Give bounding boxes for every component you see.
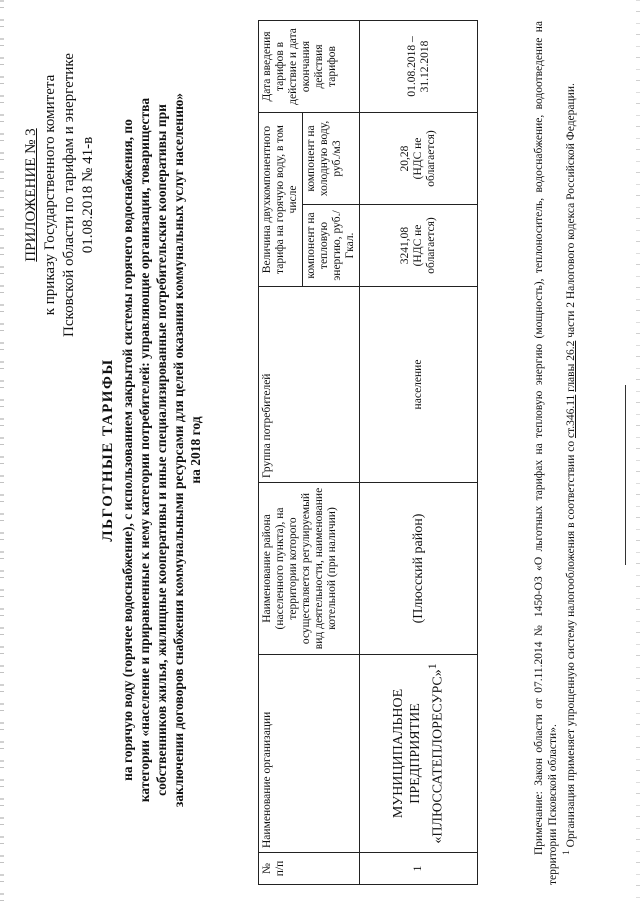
title-line-4: заключении договоров снабжения коммунальными ресурсами для целей оказания коммунальных услуг населению» bbox=[171, 92, 186, 808]
tariff-table bbox=[258, 20, 478, 885]
header-group: Группа потребителей bbox=[259, 287, 360, 483]
header-cold-component: компонент на холодную воду, руб./м3 bbox=[303, 112, 360, 204]
cold-vat-note: (НДС не облагается) bbox=[412, 130, 437, 187]
header-tariff-group: Величина двухкомпонентного тарифа на горячую воду, в том числе bbox=[259, 112, 303, 286]
title-line-1: на горячую воду (горячее водоснабжение), с использованием закрытой системы горячего водоснабжения, по bbox=[120, 119, 135, 781]
appendix-authority: Псковской области по тарифам и энергетике bbox=[61, 53, 77, 337]
footnote-text-a: Организация применяет упрощенную систему налогообложения в соответствии со bbox=[564, 438, 577, 851]
appendix-number: ПРИЛОЖЕНИЕ № 3 bbox=[23, 128, 39, 262]
closing-rule bbox=[625, 385, 626, 565]
cell-org bbox=[360, 655, 478, 853]
cold-value: 20,28 bbox=[399, 145, 411, 172]
document-title bbox=[100, 15, 204, 885]
note-footnote bbox=[560, 21, 578, 885]
header-district: Наименование района (населенного пункта), на территории которого осуществляется регулируемый вид деятельности, наименование котельной (при наличии) bbox=[259, 483, 360, 655]
header-org: Наименование организации bbox=[259, 655, 360, 853]
cell-num: 1 bbox=[360, 853, 478, 885]
heat-vat-note: (НДС не облагается) bbox=[412, 217, 437, 274]
title-line-2: категории «население и приравненные к нему категории потребителей: управляющие организации, товарищества bbox=[137, 97, 152, 803]
footnote-text-b bbox=[565, 392, 577, 395]
org-name: МУНИЦИПАЛЬНОЕ ПРЕДПРИЯТИЕ «ПЛЮССАТЕПЛОРЕСУРС» bbox=[391, 669, 446, 844]
header-dates: Дата введения тарифов в действие и дата окончания действия тарифов bbox=[259, 20, 360, 112]
footnote-chapter: главы 26.2 bbox=[564, 340, 577, 392]
header-num: № п/п bbox=[259, 853, 360, 885]
title-line-5: на 2018 год bbox=[188, 416, 203, 484]
footnote-article: ст.346.11 bbox=[564, 394, 577, 439]
cell-dates: 01.08.2018 – 31.12.2018 bbox=[360, 20, 478, 112]
table-row bbox=[360, 20, 478, 884]
cell-cold bbox=[360, 112, 478, 204]
footnote-text-c: части 2 Налогового кодекса Российской Федерации. bbox=[564, 83, 577, 341]
org-footnote-mark: 1 bbox=[426, 663, 440, 670]
title-line-3: собственников жилья, жилищные кооперативы и иные специализированные потребительские кооперативы при bbox=[154, 104, 169, 796]
title-main: ЛЬГОТНЫЕ ТАРИФЫ bbox=[100, 358, 116, 542]
cell-group: население bbox=[360, 287, 478, 483]
note-law: Примечание: Закон области от 07.11.2014 № 1450-ОЗ «О льготных тарифах на тепловую энергию (мощность), теплоноситель, водоснабжение, водоотведение на территории Псковской области». bbox=[533, 21, 559, 885]
cell-heat bbox=[360, 205, 478, 287]
header-heat-component: компонент на тепловую энергию, руб./Гкал. bbox=[303, 205, 360, 287]
heat-value: 3241,08 bbox=[399, 226, 411, 265]
note-block bbox=[532, 21, 578, 885]
appendix-block bbox=[22, 5, 98, 385]
appendix-date: 01.08.2018 № 41-в bbox=[80, 136, 96, 254]
appendix-order: к приказу Государственного комитета bbox=[42, 74, 58, 316]
cell-district: (Плюсский район) bbox=[360, 483, 478, 655]
table-header-row bbox=[259, 20, 303, 884]
footnote-mark: 1 bbox=[561, 850, 572, 855]
